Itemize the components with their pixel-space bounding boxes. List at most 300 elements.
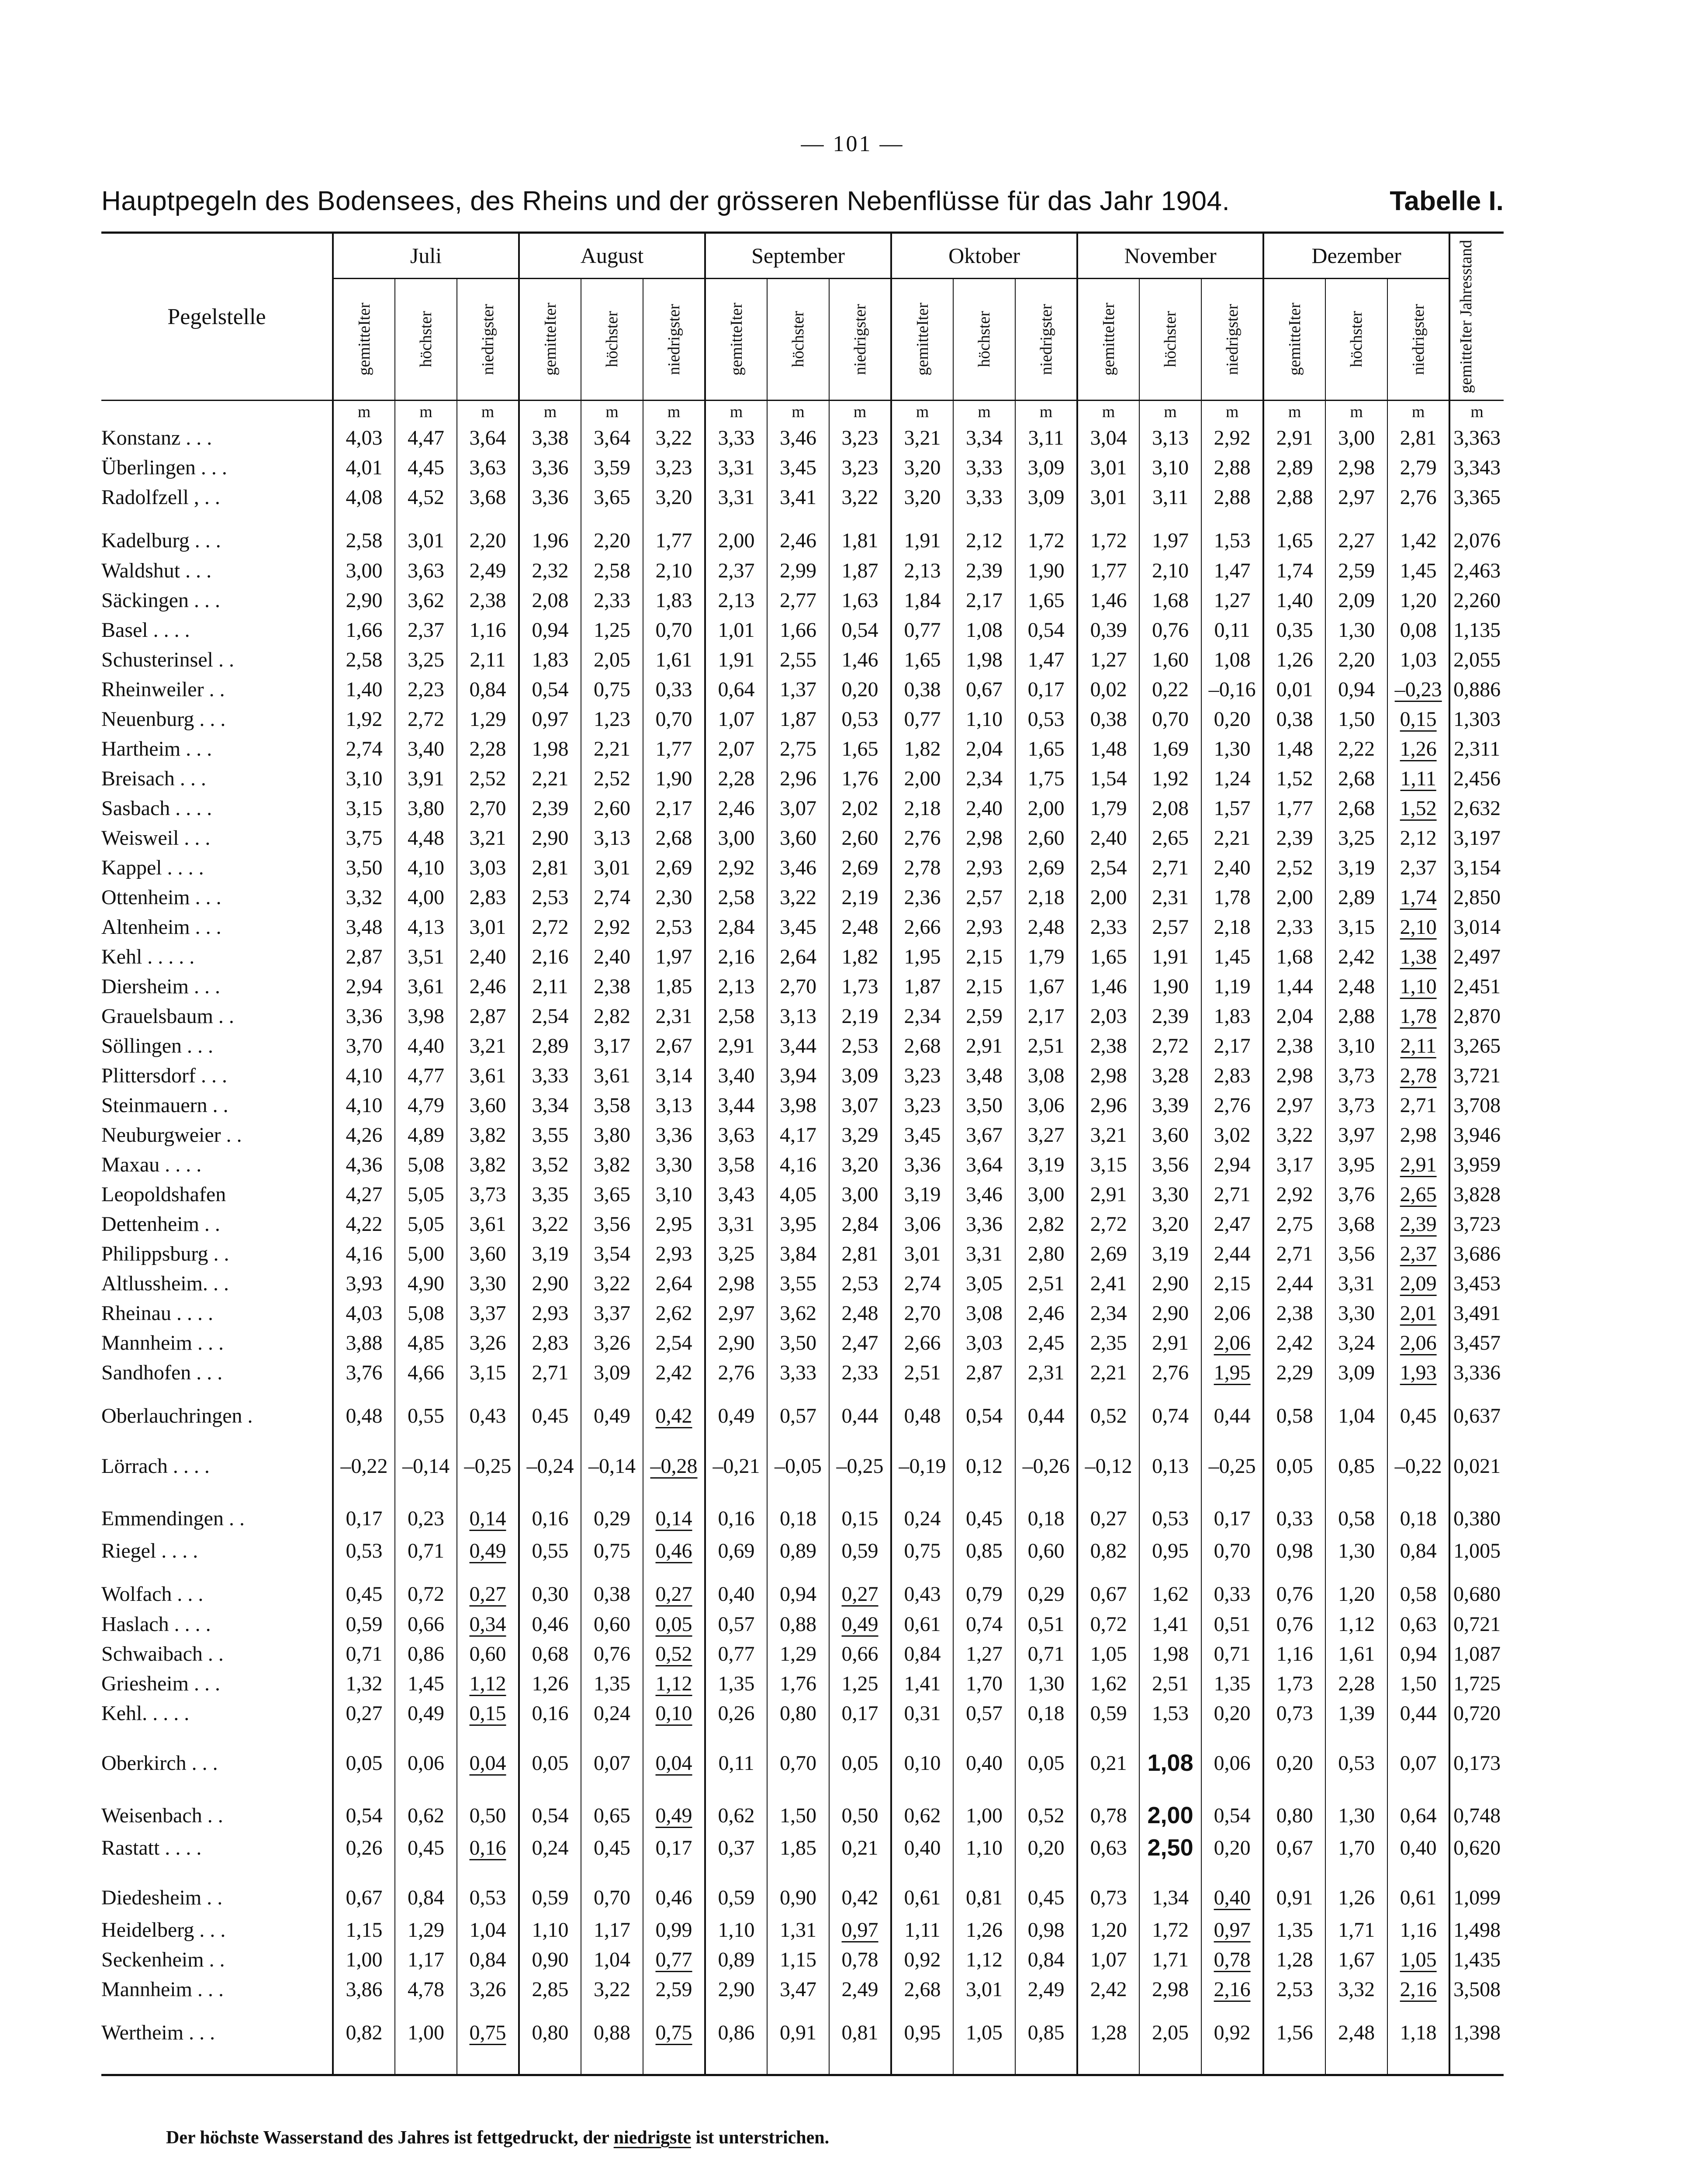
- value: 0,45: [408, 1836, 444, 1859]
- value-cell: [1015, 1431, 1077, 1483]
- value-cell: [1201, 942, 1263, 971]
- value-cell: [1387, 585, 1449, 615]
- value: 0,40: [966, 1751, 1003, 1775]
- value-cell: [643, 1298, 705, 1328]
- value-cell: [891, 674, 953, 704]
- value-cell: [1077, 1483, 1139, 1536]
- value: 2,98: [1152, 1977, 1189, 2001]
- value: 2,44: [1276, 1272, 1313, 1295]
- value: 3,01: [469, 915, 506, 939]
- value: 0,71: [346, 1642, 383, 1666]
- value-cell: [1387, 1090, 1449, 1120]
- value-cell: [457, 1780, 519, 1833]
- value-cell: [581, 882, 643, 912]
- value: 2,28: [469, 737, 506, 760]
- value: 0,44: [1214, 1404, 1251, 1427]
- value: –0,21: [712, 1454, 760, 1478]
- year-average-cell: 0,173: [1449, 1728, 1504, 1780]
- value: 2,55: [780, 648, 817, 671]
- year-average-cell: 3,721: [1449, 1061, 1504, 1090]
- value: 2,48: [1027, 915, 1065, 939]
- value-cell: [395, 1669, 457, 1698]
- value-cell: [1015, 423, 1077, 453]
- value-cell: [1077, 793, 1139, 823]
- value-cell: [953, 1639, 1015, 1669]
- value: 0,05: [1276, 1454, 1313, 1478]
- value-cell: [581, 615, 643, 645]
- value-cell: [829, 1090, 891, 1120]
- value: 3,22: [655, 426, 692, 449]
- value-cell: [1263, 882, 1325, 912]
- value: 0,66: [408, 1612, 444, 1636]
- value: 0,20: [1027, 1836, 1065, 1859]
- year-average-cell: 3,959: [1449, 1150, 1504, 1179]
- value: 0,59: [841, 1539, 878, 1562]
- value-cell: [953, 793, 1015, 823]
- month-header: September: [705, 233, 891, 279]
- subheader-cell: [953, 278, 1015, 400]
- value: 0,76: [1152, 618, 1189, 642]
- value: 3,88: [346, 1331, 383, 1355]
- value-cell: [333, 674, 395, 704]
- value-cell: [395, 1268, 457, 1298]
- value: 3,22: [532, 1212, 569, 1236]
- value-cell: [1263, 1001, 1325, 1031]
- value-cell: [1201, 1328, 1263, 1358]
- value: 2,52: [1276, 856, 1313, 879]
- value-cell: [1325, 585, 1387, 615]
- value-cell: [457, 1090, 519, 1120]
- value: 0,70: [594, 1886, 631, 1909]
- lowest-value: 0,04: [655, 1751, 692, 1775]
- value: 0,89: [718, 1948, 755, 1971]
- value: 2,76: [1400, 485, 1437, 509]
- value-cell: [1387, 764, 1449, 793]
- year-average-cell: 0,886: [1449, 674, 1504, 704]
- value: 2,70: [469, 796, 506, 820]
- value-cell: [643, 1239, 705, 1268]
- value: 0,77: [904, 707, 941, 731]
- value: 3,30: [469, 1272, 506, 1295]
- lowest-value: 0,49: [841, 1612, 878, 1636]
- value-cell: [1263, 1780, 1325, 1833]
- value: 3,36: [904, 1153, 941, 1176]
- year-average-cell: 3,336: [1449, 1358, 1504, 1387]
- value-cell: [519, 1209, 581, 1239]
- value-cell: [767, 912, 829, 942]
- value-cell: [1015, 585, 1077, 615]
- value-cell: [1263, 764, 1325, 793]
- value: 2,92: [1214, 426, 1251, 449]
- lowest-value: 2,06: [1214, 1331, 1251, 1355]
- value: 0,17: [1214, 1507, 1251, 1530]
- value: 2,46: [469, 975, 506, 998]
- lowest-value: 0,05: [655, 1612, 692, 1636]
- value-cell: [705, 512, 767, 556]
- station-name: Rastatt . . . .: [101, 1833, 333, 1863]
- value: 2,34: [966, 767, 1003, 790]
- value-cell: [395, 1150, 457, 1179]
- value-cell: [1077, 1609, 1139, 1639]
- value: 2,18: [1214, 915, 1251, 939]
- value: 3,23: [841, 456, 878, 479]
- value: 0,20: [1276, 1751, 1313, 1775]
- value: 2,68: [655, 826, 692, 850]
- value-cell: [1139, 482, 1201, 512]
- value: 2,90: [1152, 1272, 1189, 1295]
- value: 1,46: [841, 648, 878, 671]
- value-cell: [333, 556, 395, 585]
- lowest-value: 2,11: [1400, 1034, 1436, 1057]
- value-cell: [1015, 1031, 1077, 1061]
- value: 0,60: [594, 1612, 631, 1636]
- value: 2,59: [1338, 559, 1375, 582]
- value-cell: [1077, 764, 1139, 793]
- value-cell: [1077, 423, 1139, 453]
- value-cell: [767, 512, 829, 556]
- value: 3,15: [1338, 915, 1375, 939]
- value-cell: [1201, 615, 1263, 645]
- lowest-value: 0,27: [469, 1582, 506, 1606]
- value-cell: [1139, 1833, 1201, 1863]
- value: 3,04: [1090, 426, 1127, 449]
- value-cell: [643, 734, 705, 764]
- value: 1,48: [1090, 737, 1127, 760]
- value: 5,05: [408, 1182, 444, 1206]
- value: 1,56: [1276, 2021, 1313, 2044]
- value-cell: [767, 1565, 829, 1609]
- value-cell: [1139, 585, 1201, 615]
- value: 4,10: [346, 1064, 383, 1087]
- value-cell: [1263, 1061, 1325, 1090]
- value-cell: [1139, 674, 1201, 704]
- value: 2,90: [718, 1331, 755, 1355]
- value: 3,36: [346, 1004, 383, 1028]
- value: 2,08: [532, 588, 569, 612]
- value-cell: [1387, 512, 1449, 556]
- table-row: [101, 1565, 1504, 1609]
- value: 3,13: [780, 1004, 817, 1028]
- unit-cell: m: [581, 401, 643, 423]
- value: 1,85: [780, 1836, 817, 1859]
- year-average-cell: 3,197: [1449, 823, 1504, 853]
- value: 4,26: [346, 1123, 383, 1147]
- value-cell: [891, 2004, 953, 2075]
- value-cell: [643, 882, 705, 912]
- value: 0,38: [594, 1582, 631, 1606]
- value: 2,71: [1276, 1242, 1313, 1265]
- value-cell: [333, 971, 395, 1001]
- value-cell: [333, 1833, 395, 1863]
- value-cell: [1139, 1358, 1201, 1387]
- value-cell: [953, 645, 1015, 674]
- unit-cell: m: [519, 401, 581, 423]
- value: 1,97: [655, 945, 692, 968]
- value: 2,52: [469, 767, 506, 790]
- value: 1,53: [1214, 529, 1251, 552]
- year-average-cell: 2,311: [1449, 734, 1504, 764]
- value: 1,91: [718, 648, 755, 671]
- value: 4,10: [346, 1093, 383, 1117]
- value-cell: [1077, 1863, 1139, 1915]
- value-cell: [829, 1609, 891, 1639]
- value-cell: [581, 1974, 643, 2004]
- value-cell: [1139, 882, 1201, 912]
- value: 2,59: [655, 1977, 692, 2001]
- value-cell: [953, 1863, 1015, 1915]
- value-cell: [1325, 1298, 1387, 1328]
- value: 3,59: [594, 456, 631, 479]
- value-cell: [1387, 1780, 1449, 1833]
- value-cell: [1387, 1001, 1449, 1031]
- value-cell: [705, 1268, 767, 1298]
- value: 3,37: [594, 1301, 631, 1325]
- table-row: [101, 1780, 1504, 1833]
- value-cell: [1325, 1565, 1387, 1609]
- value: 2,00: [718, 529, 755, 552]
- value-cell: [705, 1090, 767, 1120]
- table-row: [101, 1179, 1504, 1209]
- value-cell: [395, 1179, 457, 1209]
- value: 1,82: [841, 945, 878, 968]
- value-cell: [953, 1239, 1015, 1268]
- value: 0,24: [532, 1836, 569, 1859]
- value: 3,13: [655, 1093, 692, 1117]
- value-cell: [953, 823, 1015, 853]
- year-average-cell: 3,828: [1449, 1179, 1504, 1209]
- value-cell: [1263, 1863, 1325, 1915]
- value-cell: [519, 585, 581, 615]
- value: 2,48: [841, 915, 878, 939]
- value-cell: [767, 423, 829, 453]
- lowest-value: 0,78: [1214, 1948, 1251, 1971]
- value-cell: [581, 1120, 643, 1150]
- station-name: Dettenheim . .: [101, 1209, 333, 1239]
- footnote: [166, 2127, 829, 2148]
- gauge-table-wrapper: [101, 232, 1504, 2076]
- value: 2,39: [1276, 826, 1313, 850]
- value: 0,69: [718, 1539, 755, 1562]
- value-cell: [1139, 556, 1201, 585]
- value: 1,91: [904, 529, 941, 552]
- station-name: Diersheim . . .: [101, 971, 333, 1001]
- value-cell: [705, 704, 767, 734]
- value: 2,09: [1338, 588, 1375, 612]
- value-cell: [767, 1328, 829, 1358]
- value-cell: [705, 1863, 767, 1915]
- value: 0,11: [718, 1751, 754, 1775]
- value: 3,21: [469, 1034, 506, 1057]
- value: 2,10: [655, 559, 692, 582]
- value-cell: [581, 704, 643, 734]
- value-cell: [643, 1728, 705, 1780]
- value-cell: [1325, 764, 1387, 793]
- table-row: [101, 1945, 1504, 1974]
- lowest-value: 0,14: [655, 1507, 692, 1530]
- subheader-label: gemitteIter: [1285, 303, 1304, 376]
- value-cell: [1015, 1609, 1077, 1639]
- value: 1,34: [1152, 1886, 1189, 1909]
- value-cell: [1325, 1150, 1387, 1179]
- value-cell: [1077, 556, 1139, 585]
- value-cell: [767, 942, 829, 971]
- value: 0,15: [841, 1507, 878, 1530]
- value: 2,51: [904, 1361, 941, 1384]
- value: 1,65: [1276, 529, 1313, 552]
- value-cell: [333, 1239, 395, 1268]
- value-cell: [581, 1328, 643, 1358]
- year-average-cell: 2,055: [1449, 645, 1504, 674]
- value: 1,26: [1338, 1886, 1375, 1909]
- value-cell: [1077, 1431, 1139, 1483]
- value-cell: [1263, 1031, 1325, 1061]
- value: 2,18: [904, 796, 941, 820]
- value: 2,81: [532, 856, 569, 879]
- value-cell: [1201, 1863, 1263, 1915]
- lowest-value: 0,42: [655, 1404, 692, 1427]
- value: 0,95: [1152, 1539, 1189, 1562]
- value: 0,58: [1276, 1404, 1313, 1427]
- value-cell: [581, 423, 643, 453]
- table-row: [101, 585, 1504, 615]
- value-cell: [1387, 1536, 1449, 1565]
- station-name: Breisach . . .: [101, 764, 333, 793]
- value: 3,05: [966, 1272, 1003, 1295]
- value-cell: [1263, 1328, 1325, 1358]
- value-cell: [829, 1179, 891, 1209]
- value: 0,72: [1090, 1612, 1127, 1636]
- value: 1,10: [966, 707, 1003, 731]
- value-cell: [1015, 1328, 1077, 1358]
- value-cell: [1139, 1698, 1201, 1728]
- lowest-value: –0,23: [1394, 677, 1442, 701]
- station-name: Neuburgweier . .: [101, 1120, 333, 1150]
- value: –0,22: [1394, 1454, 1442, 1478]
- value-cell: [643, 942, 705, 971]
- value: 2,15: [1214, 1272, 1251, 1295]
- value: 3,01: [904, 1242, 941, 1265]
- value: 0,06: [408, 1751, 444, 1775]
- value-cell: [1387, 1974, 1449, 2004]
- value-cell: [457, 1915, 519, 1945]
- value: 2,99: [780, 559, 817, 582]
- value: 1,30: [1338, 1804, 1375, 1827]
- value-cell: [829, 482, 891, 512]
- value-cell: [457, 453, 519, 482]
- value-cell: [1139, 645, 1201, 674]
- value-cell: [519, 1945, 581, 1974]
- value-cell: [581, 971, 643, 1001]
- value: 3,56: [1338, 1242, 1375, 1265]
- subheader-cell: [643, 278, 705, 400]
- value-cell: [705, 2004, 767, 2075]
- value-cell: [643, 1863, 705, 1915]
- value-cell: [953, 1298, 1015, 1328]
- value: 3,97: [1338, 1123, 1375, 1147]
- table-row: [101, 704, 1504, 734]
- value-cell: [829, 912, 891, 942]
- value-cell: [395, 556, 457, 585]
- value: 3,21: [1090, 1123, 1127, 1147]
- value: 2,65: [1152, 826, 1189, 850]
- value: 0,74: [966, 1612, 1003, 1636]
- value: 2,33: [841, 1361, 878, 1384]
- value: 3,09: [594, 1361, 631, 1384]
- table-row: [101, 1669, 1504, 1698]
- value-cell: [643, 1833, 705, 1863]
- value-cell: [519, 1609, 581, 1639]
- value-cell: [767, 1431, 829, 1483]
- value: 0,66: [841, 1642, 878, 1666]
- value-cell: [1201, 1915, 1263, 1945]
- table-row: [101, 645, 1504, 674]
- value: 2,88: [1338, 1004, 1375, 1028]
- value: 0,65: [594, 1804, 631, 1827]
- value: 4,52: [408, 485, 444, 509]
- value: 3,01: [966, 1977, 1003, 2001]
- value: 4,03: [346, 426, 383, 449]
- table-row: [101, 453, 1504, 482]
- value-cell: [1325, 1728, 1387, 1780]
- value: 3,15: [346, 796, 383, 820]
- value: 2,97: [1276, 1093, 1313, 1117]
- value: 1,10: [718, 1918, 755, 1942]
- value-cell: [1263, 1639, 1325, 1669]
- value-cell: [1077, 942, 1139, 971]
- year-average-cell: 3,453: [1449, 1268, 1504, 1298]
- value-cell: [891, 734, 953, 764]
- value-cell: [705, 882, 767, 912]
- value-cell: [395, 1209, 457, 1239]
- value-cell: [891, 1239, 953, 1268]
- value-cell: [891, 823, 953, 853]
- lowest-value: 0,14: [469, 1507, 506, 1530]
- value-cell: [1201, 1536, 1263, 1565]
- value: 0,80: [1276, 1804, 1313, 1827]
- value-cell: [457, 1863, 519, 1915]
- value-cell: [1015, 1120, 1077, 1150]
- value: 3,55: [532, 1123, 569, 1147]
- value-cell: [395, 2004, 457, 2075]
- value-cell: [1263, 1209, 1325, 1239]
- value-cell: [829, 793, 891, 823]
- value-cell: [581, 1536, 643, 1565]
- value-cell: [395, 1609, 457, 1639]
- value-cell: [891, 1565, 953, 1609]
- value: 3,26: [469, 1977, 506, 2001]
- value-cell: [891, 1833, 953, 1863]
- value: 0,55: [532, 1539, 569, 1562]
- value-cell: [705, 1150, 767, 1179]
- value-cell: [829, 1780, 891, 1833]
- value: 2,95: [655, 1212, 692, 1236]
- value-cell: [1263, 1150, 1325, 1179]
- subheader-label: niedrigster: [1223, 304, 1242, 375]
- unit-cell: m: [1387, 401, 1449, 423]
- value: 2,91: [966, 1034, 1003, 1057]
- value-cell: [643, 1974, 705, 2004]
- value: –0,26: [1022, 1454, 1070, 1478]
- value-cell: [767, 1150, 829, 1179]
- value-cell: [1077, 1387, 1139, 1431]
- value-cell: [1201, 1669, 1263, 1698]
- value: 3,61: [408, 975, 444, 998]
- value: 4,79: [408, 1093, 444, 1117]
- value-cell: [1263, 585, 1325, 615]
- value: 3,94: [780, 1064, 817, 1087]
- value: 0,27: [1090, 1507, 1127, 1530]
- value: 3,63: [718, 1123, 755, 1147]
